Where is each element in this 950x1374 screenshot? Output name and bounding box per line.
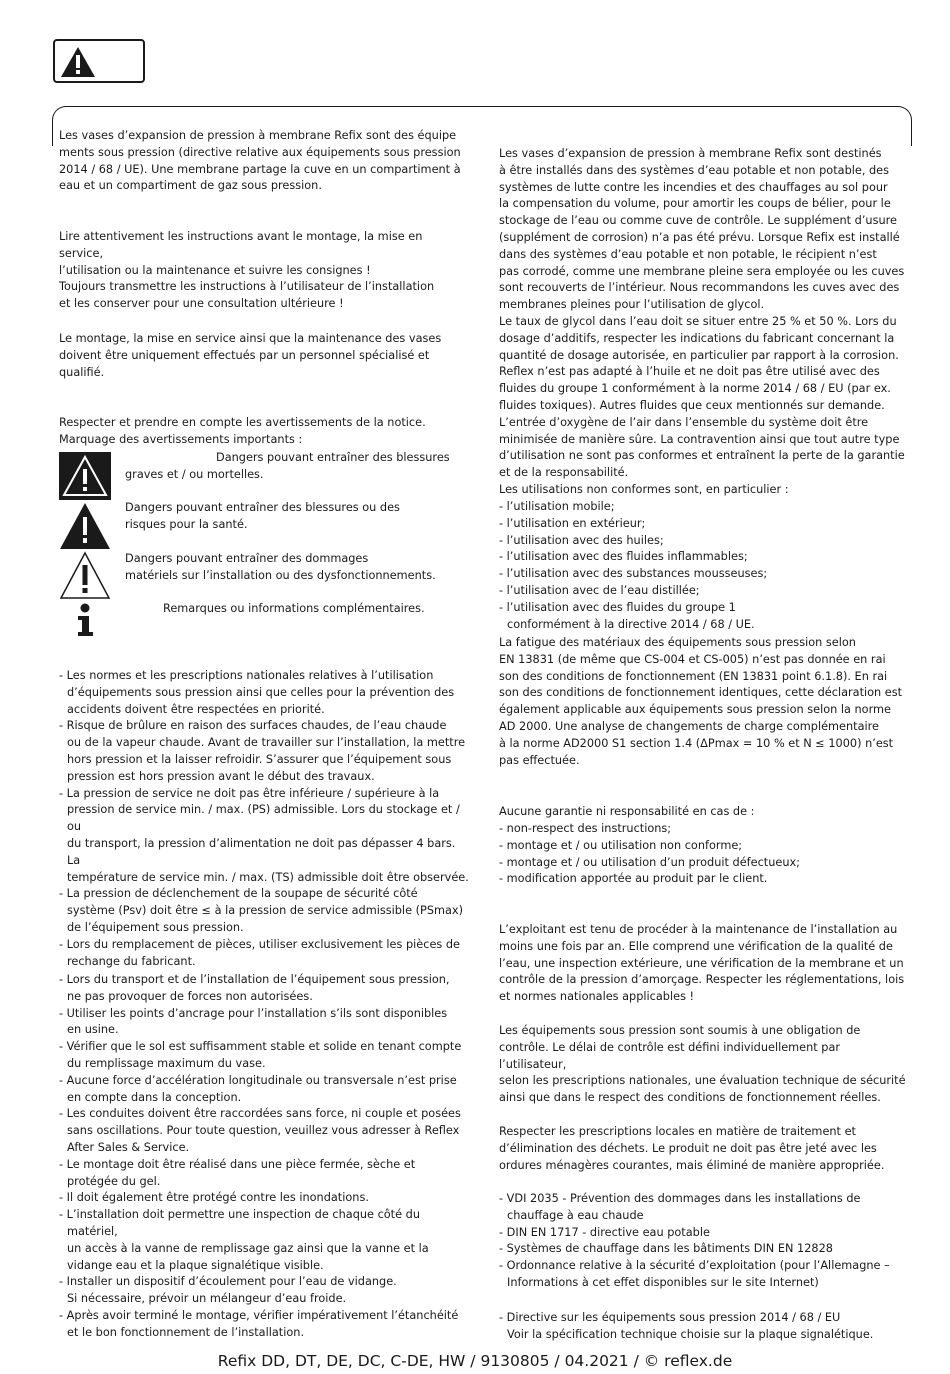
list-item: - l’utilisation avec des fluides inflammables; [499, 550, 748, 564]
fatigue-text: La fatigue des matériaux des équipements sous pression selon EN 13831 (de même que CS-004 et CS-005) n’est pas donnée en rai son des conditions de fonctionnement (EN 13831 point 6.1.8). En rai son des conditions de fonctionnement identiques, cette déclaration est également applicable aux équipements sous pression selon la norme AD 2000. Une analyse de changements de charge complémentaire à la norme AD2000 S1 section 1.4 (ΔPmax = 10 % et N ≤ 1000) n’est pas effectuée. [499, 636, 903, 767]
list-item: - DIN EN 1717 - directive eau potable [499, 1225, 710, 1239]
list-item: - VDI 2035 - Prévention des dommages dans les installations de chauffage à eau chaude [499, 1192, 861, 1222]
misuse-list [499, 499, 909, 633]
warning-triangle-icon [60, 46, 96, 78]
list-item: - Lors du transport et de l’installation de l’équipement sous pression, ne pas provoquer de forces non autorisées. [59, 973, 450, 1003]
directive-text: - Directive sur les équipements sous pression 2014 / 68 / EU Voir la spécification technique choisie sur la plaque signalétique. [499, 1311, 874, 1341]
norms-list [499, 1191, 909, 1292]
warnings-intro-text: Respecter et prendre en compte les avertissements de la notice. Marquage des avertissements importants : [59, 416, 426, 446]
list-item: - l’utilisation avec des substances mousseuses; [499, 567, 768, 581]
disposal-text: Respecter les prescriptions locales en matière de traitement et d’élimination des déchets. Le produit ne doit pas être jeté avec les ordures ménagères courantes, mais éliminé de manière appropriée. [499, 1125, 885, 1172]
list-item: - Risque de brûlure en raison des surfaces chaudes, de l’eau chaude ou de la vapeur chaude. Avant de travailler sur l’installation, la mettre hors pression et la laisser refroidir. S’assurer que l’équipement sous pression est hors pression avant le début des travaux. [59, 719, 466, 783]
list-item: - Aucune force d’accélération longitudinale ou transversale n’est prise en compte dans la conception. [59, 1073, 457, 1104]
caution-icon [59, 551, 111, 601]
list-item: - Les conduites doivent être raccordées sans force, ni couple et posées sans oscillations. Pour toute question, veuillez vous adresser à Reflex After Sales & Service. [59, 1107, 461, 1154]
list-item: - La pression de service ne doit pas être inférieure / supérieure à la pression de service min. / max. (PS) admissible. Lors du stockage et / ou du transport, la pression d’alimentation ne doit pas dépasser 4 bars. La température de service min. / max. (TS) admissible doit être observée. [59, 786, 469, 884]
list-item: - l’utilisation en extérieur; [499, 516, 646, 530]
list-item: - Lors du remplacement de pièces, utiliser exclusivement les pièces de rechange du fabricant. [59, 937, 461, 968]
warning-icon [59, 502, 111, 550]
list-item: - l’utilisation avec des fluides du groupe 1 conformément à la directive 2014 / 68 / UE. [499, 600, 755, 631]
list-item: - Ordonnance relative à la sécurité d’exploitation (pour l’Allemagne – Informations à cet effet disponibles sur le site Internet) [499, 1259, 890, 1289]
list-item: - Utiliser les points d’ancrage pour l’installation s’ils sont disponibles en usine. [59, 1006, 448, 1037]
read-instructions-text: Lire attentivement les instructions avant le montage, la mise en service, l’utilisation ou la maintenance et suivre les consignes ! Toujours transmettre les instructions à l’utilisateur de l’installation et les conserver pour une consultation ultérieure ! [59, 230, 435, 311]
danger-text: Dangers pouvant entraîner des blessures graves et / ou mortelles. [125, 451, 450, 481]
list-item: - Le montage doit être réalisé dans une pièce fermée, sèche et protégée du gel. [59, 1157, 416, 1188]
list-item: - montage et / ou utilisation non conforme; [499, 838, 743, 852]
list-item: - Il doit également être protégé contre les inondations. [59, 1191, 369, 1205]
caution-text: Dangers pouvant entraîner des dommages matériels sur l’installation ou des dysfonctionnements. [125, 552, 436, 582]
footer-text: Refix DD, DT, DE, DC, C-DE, HW / 9130805 / 04.2021 / © reflex.de [217, 1352, 733, 1370]
list-item: - Vérifier que le sol est suffisamment stable et solide en tenant compte du remplissage maximum du vase. [59, 1040, 462, 1070]
header-warning-box [53, 39, 145, 83]
list-item: - non-respect des instructions; [499, 822, 672, 835]
list-item: - L’installation doit permettre une inspection de chaque côté du matériel, un accès à la vanne de remplissage gaz ainsi que la vanne et la vidange eau et la plaque signalétique visible. [59, 1208, 429, 1272]
note-text: Remarques ou informations complémentaires. [163, 602, 425, 615]
danger-icon [59, 452, 111, 500]
warranty-list [499, 821, 909, 888]
list-item: - l’utilisation avec de l’eau distillée; [499, 583, 700, 597]
installation-list [59, 972, 469, 1342]
list-item: - Installer un dispositif d’écoulement pour l’eau de vidange. Si nécessaire, prévoir un mélangeur d’eau froide. [59, 1275, 397, 1306]
list-item: - Les normes et les prescriptions nationales relatives à l’utilisation d’équipements sous pression ainsi que celles pour la prévention des accidents doivent être respectées en priorité. [59, 669, 455, 716]
list-item: - Systèmes de chauffage dans les bâtiments DIN EN 12828 [499, 1242, 833, 1256]
list-item: - modification apportée au produit par le client. [499, 872, 768, 886]
list-item: - La pression de déclenchement de la soupape de sécurité côté système (Psv) doit être ≤ à la pression de service admissible (PSmax) de l’équipement sous pression. [59, 887, 464, 934]
maintenance-text: L’exploitant est tenu de procéder à la maintenance de l’installation au moins une fois par an. Elle comprend une vérification de la qualité de l’eau, une inspection extérieure, une vérification de la membrane et un contrôle de la pression d’amorçage. Respecter les réglementations, lois et normes nationales applicables ! [499, 923, 905, 1004]
warranty-intro-text: Aucune garantie ni responsabilité en cas de : [499, 805, 755, 818]
list-item: - l’utilisation avec des huiles; [499, 533, 664, 547]
list-item: - l’utilisation mobile; [499, 500, 615, 513]
info-icon [59, 603, 111, 639]
inspection-text: Les équipements sous pression sont soumis à une obligation de contrôle. Le délai de contrôle est défini individuellement par l’utilisateur, selon les prescriptions nationales, une évaluation technique de sécurité ainsi que dans le respect des conditions de fonctionnement réelles. [499, 1024, 906, 1105]
intro-text: Les vases d’expansion de pression à membrane Refix sont des équipe ments sous pression (directive relative aux équipements sous pression 2014 / 68 / UE). Une membrane partage la cuve en un compartiment à eau et un compartiment de gaz sous pression. [59, 129, 461, 193]
warning-text: Dangers pouvant entraîner des blessures ou des risques pour la santé. [125, 501, 400, 531]
qualified-staff-text: Le montage, la mise en service ainsi que la maintenance des vases doivent être uniquement effectués par un personnel spécialisé et qualifié. [59, 332, 442, 379]
list-item: - montage et / ou utilisation d’un produit défectueux; [499, 855, 800, 869]
safety-list [59, 668, 469, 970]
list-item: - Après avoir terminé le montage, vérifier impérativement l’étanchéité et le bon fonctionnement de l’installation. [59, 1308, 459, 1339]
intended-use-text: Les vases d’expansion de pression à membrane Refix sont destinés à être installés dans des systèmes d’eau potable et non potable, des systèmes de lutte contre les incendies et des chauffages au sol pour la compensation du volume, pour amortir les coups de bélier, pour le stockage de l’eau ou comme cuve de contrôle. Le supplément d’usure (supplément de corrosion) n’a pas été prévu. Lorsque Refix est installé dans des systèmes d’eau potable et non potable, le récipient n’est pas corrodé, comme une membrane pleine sera employée ou les cuves sont recouverts de l’intérieur. Nous recommandons les cuves avec des membranes pleines pour l’utilisation de glycol. Le taux de glycol dans l’eau doit se situer entre 25 % et 50 %. Lors du dosage d’additifs, respecter les indications du fabricant concernant la quantité de dosage autorisée, en particulier par rapport à la corrosion. Reflex n’est pas adapté à l’huile et ne doit pas être utilisé avec des fluides du groupe 1 conformément à la norme 2014 / 68 / EU (par ex. fluides toxiques). Autres fluides que ceux mentionnés sur demande. L’entrée d’oxygène de l’air dans l’ensemble du système doit être minimisée de manière sûre. La contravention ainsi que tout autre type d’utilisation ne sont pas conformes et entraînent la perte de la garantie et de la responsabilité. Les utilisations non conformes sont, en particulier : [499, 147, 905, 496]
